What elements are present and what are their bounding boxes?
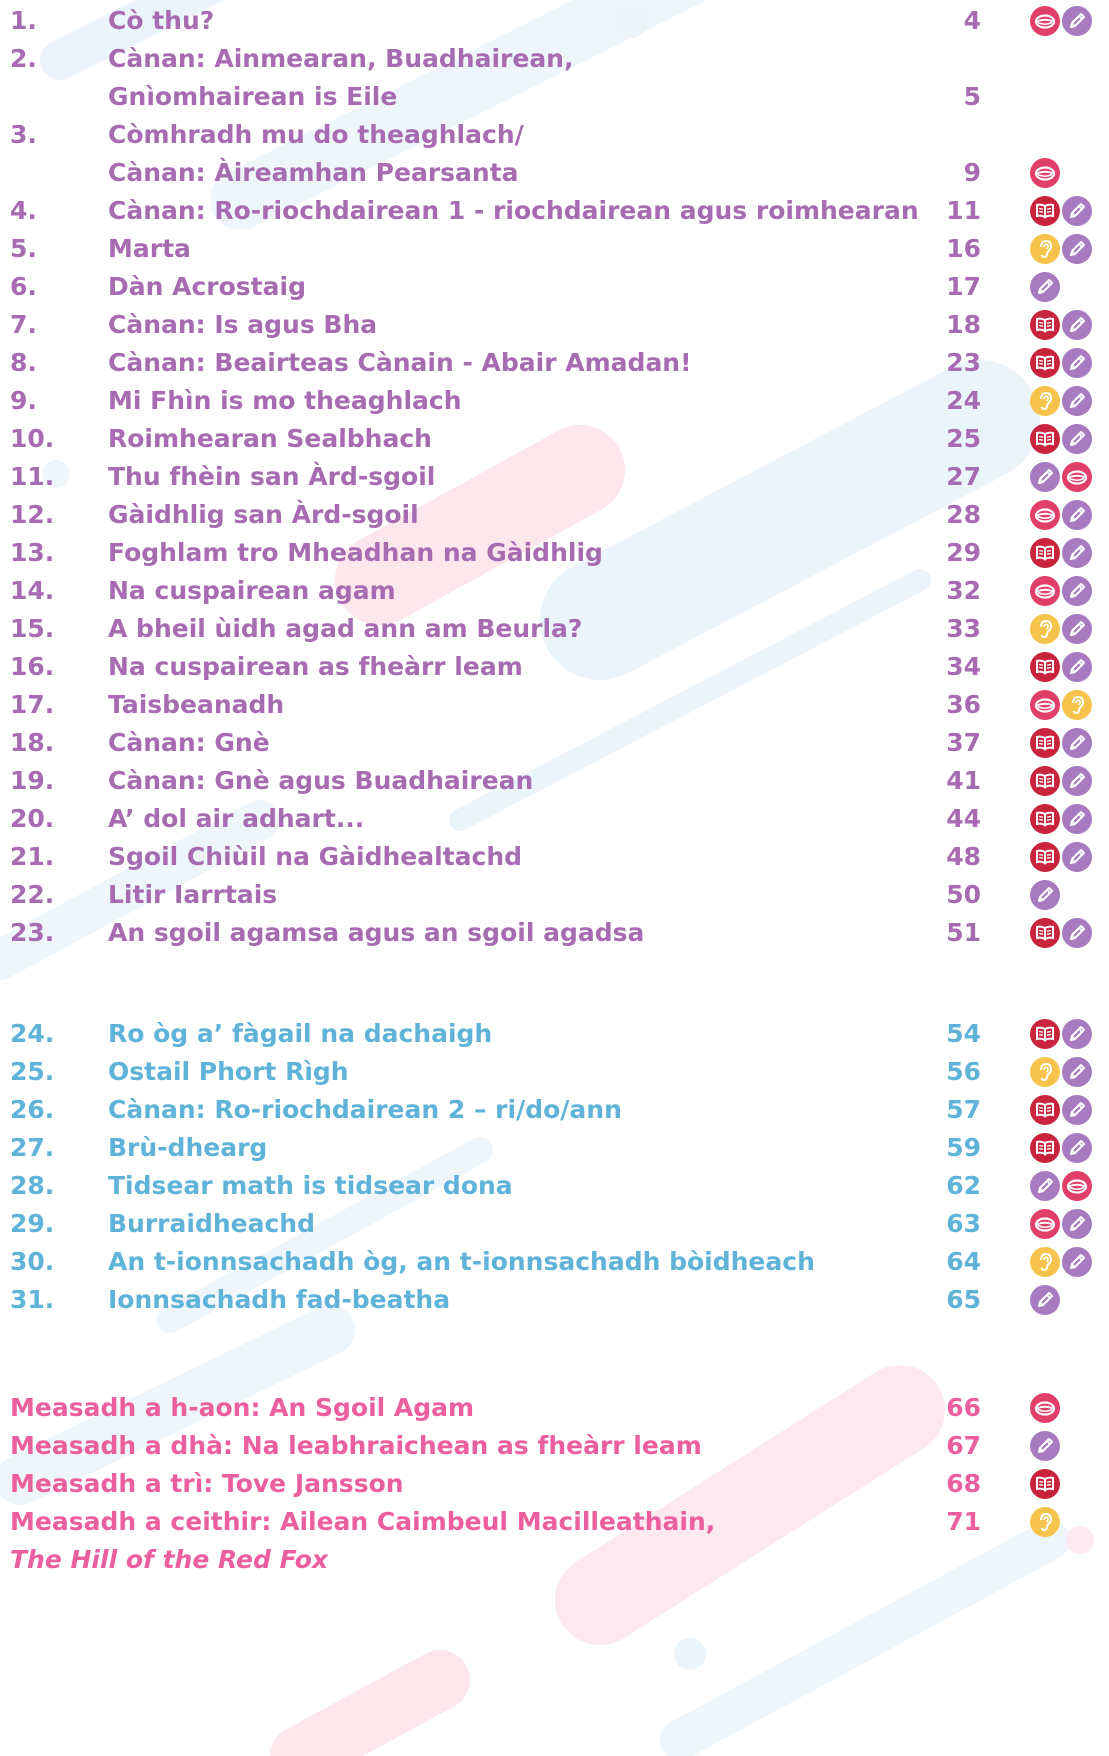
toc-entry (0, 914, 1109, 952)
entry-title-line: Taisbeanadh (108, 690, 285, 719)
entry-title-line: Marta (108, 234, 191, 263)
entry-number: 28. (10, 1171, 55, 1200)
toc-entry (0, 496, 1109, 534)
speaking-icon (1030, 576, 1060, 606)
writing-icon-glyph (1030, 880, 1060, 910)
toc-entry (0, 192, 1109, 230)
writing-icon-glyph (1030, 272, 1060, 302)
entry-page-number: 29 (946, 538, 981, 567)
toc-entry (0, 382, 1109, 420)
writing-icon-glyph (1062, 348, 1092, 378)
entry-number: 31. (10, 1285, 55, 1314)
entry-number: 17. (10, 690, 55, 719)
toc-entry (0, 572, 1109, 610)
writing-icon-glyph (1062, 804, 1092, 834)
entry-title-line: A’ dol air adhart... (108, 804, 365, 833)
speaking-icon-glyph (1062, 462, 1092, 492)
toc-entry (0, 268, 1109, 306)
reading-icon-glyph (1030, 310, 1060, 340)
assessment-entry (0, 1427, 1109, 1465)
reading-icon (1030, 804, 1060, 834)
entry-title (108, 648, 523, 686)
entry-number: 14. (10, 576, 55, 605)
speaking-icon-glyph (1030, 158, 1060, 188)
entry-page-number: 11 (946, 196, 981, 225)
entry-title-line: Brù-dhearg (108, 1133, 268, 1162)
writing-icon-glyph (1062, 766, 1092, 796)
entry-title (108, 382, 462, 420)
toc-entry (0, 876, 1109, 914)
reading-icon (1030, 766, 1060, 796)
writing-icon (1062, 196, 1092, 226)
entry-page-number: 25 (946, 424, 981, 453)
reading-icon (1030, 538, 1060, 568)
entry-title (108, 724, 270, 762)
entry-title (108, 2, 214, 40)
writing-icon (1062, 348, 1092, 378)
entry-title-line: Còmhradh mu do theaghlach/ (108, 120, 524, 149)
entry-title (108, 1015, 492, 1053)
toc-entry (0, 458, 1109, 496)
writing-icon (1062, 6, 1092, 36)
writing-icon (1062, 728, 1092, 758)
entry-number: 27. (10, 1133, 55, 1162)
toc-entry (0, 116, 1109, 192)
entry-number: 10. (10, 424, 55, 453)
entry-title (108, 1281, 450, 1319)
entry-number: 5. (10, 234, 37, 263)
toc-entry (0, 610, 1109, 648)
writing-icon-glyph (1062, 918, 1092, 948)
writing-icon (1062, 1247, 1092, 1277)
entry-page-number: 33 (946, 614, 981, 643)
writing-icon-glyph (1030, 1431, 1060, 1461)
writing-icon (1062, 424, 1092, 454)
writing-icon (1062, 1209, 1092, 1239)
entry-number: 16. (10, 652, 55, 681)
writing-icon-glyph (1062, 614, 1092, 644)
toc-entry (0, 1205, 1109, 1243)
entry-number: 7. (10, 310, 37, 339)
entry-page-number: 50 (946, 880, 981, 909)
entry-page-number: 68 (946, 1469, 981, 1498)
reading-icon (1030, 1133, 1060, 1163)
entry-title (108, 1129, 267, 1167)
writing-icon-glyph (1062, 386, 1092, 416)
entry-page-number: 28 (946, 500, 981, 529)
writing-icon-glyph (1062, 196, 1092, 226)
entry-title-line: Cànan: Is agus Bha (108, 310, 378, 339)
writing-icon (1062, 842, 1092, 872)
reading-icon (1030, 728, 1060, 758)
entry-title (108, 1091, 622, 1129)
listening-icon (1062, 690, 1092, 720)
reading-icon-glyph (1030, 766, 1060, 796)
entry-page-number: 59 (946, 1133, 981, 1162)
writing-icon-glyph (1062, 538, 1092, 568)
writing-icon (1062, 576, 1092, 606)
entry-title-line: Ionnsachadh fad-beatha (108, 1285, 451, 1314)
entry-number: 19. (10, 766, 55, 795)
entry-title-line: Litir Iarrtais (108, 880, 278, 909)
entry-title-line: Cànan: Ainmearan, Buadhairean, (108, 44, 574, 73)
writing-icon-glyph (1062, 1133, 1092, 1163)
speaking-icon (1062, 1171, 1092, 1201)
listening-icon-glyph (1030, 1247, 1060, 1277)
reading-icon (1030, 842, 1060, 872)
writing-icon-glyph (1062, 1095, 1092, 1125)
entry-title-line: Ro òg a’ fàgail na dachaigh (108, 1019, 493, 1048)
entry-title (108, 572, 396, 610)
entry-title-line: Gnìomhairean is Eile (108, 82, 398, 111)
reading-icon (1030, 310, 1060, 340)
speaking-icon (1030, 1393, 1060, 1423)
entry-page-number: 71 (946, 1507, 981, 1536)
reading-icon-glyph (1030, 538, 1060, 568)
writing-icon (1062, 918, 1092, 948)
toc-entry (0, 1129, 1109, 1167)
toc-entry (0, 1281, 1109, 1319)
entry-title-line: Foghlam tro Mheadhan na Gàidhlig (108, 538, 603, 567)
reading-icon (1030, 424, 1060, 454)
entry-page-number: 16 (946, 234, 981, 263)
writing-icon-glyph (1062, 1209, 1092, 1239)
writing-icon (1062, 1057, 1092, 1087)
entry-number: 3. (10, 120, 37, 149)
writing-icon-glyph (1062, 576, 1092, 606)
entry-title (108, 838, 522, 876)
entry-number: 25. (10, 1057, 55, 1086)
speaking-icon (1030, 1209, 1060, 1239)
entry-number: 8. (10, 348, 37, 377)
entry-page-number: 62 (946, 1171, 981, 1200)
entry-page-number: 4 (963, 6, 981, 35)
assessment-title (10, 1389, 474, 1427)
entry-title-line: An sgoil agamsa agus an sgoil agadsa (108, 918, 645, 947)
entry-title (108, 800, 364, 838)
listening-icon (1030, 386, 1060, 416)
assessment-title (10, 1465, 404, 1503)
entry-page-number: 67 (946, 1431, 981, 1460)
writing-icon-glyph (1062, 424, 1092, 454)
entry-title (108, 610, 582, 648)
writing-icon (1062, 652, 1092, 682)
assessment-title-line: Measadh a ceithir: Ailean Caimbeul Macilleathain, (10, 1507, 716, 1536)
entry-title-line: Cò thu? (108, 6, 215, 35)
assessment-subtitle: The Hill of the Red Fox (10, 1545, 329, 1574)
speaking-icon-glyph (1030, 1209, 1060, 1239)
entry-number: 21. (10, 842, 55, 871)
entry-page-number: 32 (946, 576, 981, 605)
entry-title-line: An t-ionnsachadh òg, an t-ionnsachadh bòidheach (108, 1247, 815, 1276)
entry-number: 13. (10, 538, 55, 567)
writing-icon (1062, 1095, 1092, 1125)
writing-icon-glyph (1062, 6, 1092, 36)
writing-icon-glyph (1062, 310, 1092, 340)
toc-entry (0, 686, 1109, 724)
reading-icon-glyph (1030, 1469, 1060, 1499)
entry-number: 11. (10, 462, 55, 491)
entry-title-line: Sgoil Chiùil na Gàidhealtachd (108, 842, 523, 871)
entry-number: 2. (10, 44, 37, 73)
listening-icon-glyph (1062, 690, 1092, 720)
writing-icon-glyph (1062, 1019, 1092, 1049)
entry-page-number: 65 (946, 1285, 981, 1314)
speaking-icon (1030, 690, 1060, 720)
entry-number: 12. (10, 500, 55, 529)
entry-title (108, 306, 377, 344)
assessment-title (10, 1503, 715, 1579)
writing-icon (1030, 1171, 1060, 1201)
toc-entry (0, 40, 1109, 116)
reading-icon (1030, 1095, 1060, 1125)
listening-icon-glyph (1030, 1507, 1060, 1537)
toc-entry (0, 1167, 1109, 1205)
toc-entry (0, 838, 1109, 876)
entry-page-number: 54 (946, 1019, 981, 1048)
writing-icon-glyph (1062, 652, 1092, 682)
entry-page-number: 48 (946, 842, 981, 871)
writing-icon-glyph (1062, 500, 1092, 530)
speaking-icon (1062, 462, 1092, 492)
entry-title-line: Cànan: Gnè agus Buadhairean (108, 766, 534, 795)
entry-title-line: Cànan: Àireamhan Pearsanta (108, 158, 519, 187)
speaking-icon (1030, 500, 1060, 530)
entry-number: 4. (10, 196, 37, 225)
entry-title-line: Cànan: Ro-riochdairean 1 - riochdairean agus roimhearan (108, 196, 919, 225)
entry-number: 18. (10, 728, 55, 757)
writing-icon-glyph (1062, 842, 1092, 872)
reading-icon (1030, 1469, 1060, 1499)
entry-page-number: 5 (963, 82, 981, 111)
assessment-title-line: Measadh a trì: Tove Jansson (10, 1469, 404, 1498)
entry-title (108, 116, 524, 192)
entry-title-line: Dàn Acrostaig (108, 272, 306, 301)
reading-icon-glyph (1030, 652, 1060, 682)
toc-entry (0, 344, 1109, 382)
reading-icon-glyph (1030, 842, 1060, 872)
entry-number: 9. (10, 386, 37, 415)
toc-entry (0, 1243, 1109, 1281)
entry-title-line: Gàidhlig san Àrd-sgoil (108, 500, 419, 529)
listening-icon-glyph (1030, 386, 1060, 416)
assessment-entry (0, 1503, 1109, 1579)
entry-number: 24. (10, 1019, 55, 1048)
entry-title (108, 230, 191, 268)
entry-page-number: 17 (946, 272, 981, 301)
toc-entry (0, 724, 1109, 762)
listening-icon (1030, 614, 1060, 644)
reading-icon (1030, 348, 1060, 378)
toc-entry (0, 648, 1109, 686)
entry-title-line: Cànan: Ro-riochdairean 2 – ri/do/ann (108, 1095, 622, 1124)
entry-page-number: 24 (946, 386, 981, 415)
toc-entry (0, 534, 1109, 572)
writing-icon (1062, 386, 1092, 416)
reading-icon-glyph (1030, 728, 1060, 758)
entry-title (108, 534, 603, 572)
entry-title (108, 1243, 815, 1281)
toc-entry (0, 762, 1109, 800)
listening-icon (1030, 1057, 1060, 1087)
entry-title (108, 192, 919, 230)
speaking-icon-glyph (1030, 1393, 1060, 1423)
listening-icon-glyph (1030, 1057, 1060, 1087)
reading-icon-glyph (1030, 918, 1060, 948)
listening-icon-glyph (1030, 614, 1060, 644)
entry-title-line: Na cuspairean as fheàrr leam (108, 652, 523, 681)
writing-icon-glyph (1030, 1171, 1060, 1201)
entry-title (108, 686, 284, 724)
assessment-entry (0, 1465, 1109, 1503)
assessment-title-line: Measadh a dhà: Na leabhraichean as fheàrr leam (10, 1431, 702, 1460)
reading-icon-glyph (1030, 348, 1060, 378)
writing-icon (1030, 272, 1060, 302)
reading-icon (1030, 196, 1060, 226)
entry-title-line: Na cuspairean agam (108, 576, 396, 605)
entry-title (108, 40, 573, 116)
reading-icon-glyph (1030, 196, 1060, 226)
writing-icon (1030, 880, 1060, 910)
assessment-entry (0, 1389, 1109, 1427)
entry-page-number: 9 (963, 158, 981, 187)
entry-title (108, 458, 435, 496)
entry-number: 6. (10, 272, 37, 301)
writing-icon (1062, 234, 1092, 264)
entry-page-number: 64 (946, 1247, 981, 1276)
writing-icon (1030, 1431, 1060, 1461)
writing-icon (1062, 1133, 1092, 1163)
speaking-icon-glyph (1030, 6, 1060, 36)
listening-icon-glyph (1030, 234, 1060, 264)
entry-title-line: Burraidheachd (108, 1209, 315, 1238)
writing-icon-glyph (1062, 234, 1092, 264)
entry-page-number: 37 (946, 728, 981, 757)
entry-number: 29. (10, 1209, 55, 1238)
toc-entry (0, 1053, 1109, 1091)
reading-icon (1030, 918, 1060, 948)
entry-number: 30. (10, 1247, 55, 1276)
entry-page-number: 41 (946, 766, 981, 795)
entry-number: 22. (10, 880, 55, 909)
reading-icon-glyph (1030, 1133, 1060, 1163)
speaking-icon (1030, 6, 1060, 36)
entry-number: 23. (10, 918, 55, 947)
writing-icon (1062, 766, 1092, 796)
entry-number: 20. (10, 804, 55, 833)
entry-title (108, 1167, 513, 1205)
entry-title (108, 496, 419, 534)
toc-entry (0, 306, 1109, 344)
entry-title (108, 1205, 315, 1243)
entry-page-number: 23 (946, 348, 981, 377)
entry-page-number: 34 (946, 652, 981, 681)
writing-icon-glyph (1030, 462, 1060, 492)
entry-page-number: 27 (946, 462, 981, 491)
entry-page-number: 63 (946, 1209, 981, 1238)
entry-number: 1. (10, 6, 37, 35)
writing-icon (1062, 310, 1092, 340)
assessment-title-line: Measadh a h-aon: An Sgoil Agam (10, 1393, 475, 1422)
writing-icon-glyph (1062, 728, 1092, 758)
entry-page-number: 57 (946, 1095, 981, 1124)
entry-title (108, 876, 277, 914)
entry-title-line: Roimhearan Sealbhach (108, 424, 432, 453)
entry-title-line: Tidsear math is tidsear dona (108, 1171, 513, 1200)
speaking-icon-glyph (1030, 500, 1060, 530)
entry-title-line: Cànan: Gnè (108, 728, 270, 757)
toc-entry (0, 420, 1109, 458)
writing-icon-glyph (1030, 1285, 1060, 1315)
reading-icon (1030, 652, 1060, 682)
reading-icon-glyph (1030, 424, 1060, 454)
entry-page-number: 51 (946, 918, 981, 947)
speaking-icon (1030, 158, 1060, 188)
listening-icon (1030, 234, 1060, 264)
listening-icon (1030, 1507, 1060, 1537)
entry-number: 26. (10, 1095, 55, 1124)
writing-icon (1030, 1285, 1060, 1315)
entry-title-line: Thu fhèin san Àrd-sgoil (108, 462, 436, 491)
entry-title (108, 1053, 349, 1091)
writing-icon (1062, 804, 1092, 834)
entry-title-line: Mi Fhìn is mo theaghlach (108, 386, 462, 415)
entry-title (108, 268, 306, 306)
writing-icon (1062, 614, 1092, 644)
speaking-icon-glyph (1030, 576, 1060, 606)
entry-title (108, 914, 644, 952)
toc-entry (0, 230, 1109, 268)
listening-icon (1030, 1247, 1060, 1277)
entry-page-number: 56 (946, 1057, 981, 1086)
entry-page-number: 36 (946, 690, 981, 719)
toc-entry (0, 2, 1109, 40)
toc-entry (0, 800, 1109, 838)
entry-page-number: 18 (946, 310, 981, 339)
entry-number: 15. (10, 614, 55, 643)
reading-icon (1030, 1019, 1060, 1049)
writing-icon-glyph (1062, 1057, 1092, 1087)
entry-title (108, 762, 533, 800)
writing-icon (1062, 1019, 1092, 1049)
reading-icon-glyph (1030, 1019, 1060, 1049)
toc-entry (0, 1091, 1109, 1129)
reading-icon-glyph (1030, 804, 1060, 834)
entry-page-number: 66 (946, 1393, 981, 1422)
speaking-icon-glyph (1062, 1171, 1092, 1201)
toc-entry (0, 1015, 1109, 1053)
entry-title-line: Cànan: Beairteas Cànain - Abair Amadan! (108, 348, 692, 377)
entry-title-line: A bheil ùidh agad ann am Beurla? (108, 614, 583, 643)
writing-icon-glyph (1062, 1247, 1092, 1277)
writing-icon (1062, 500, 1092, 530)
speaking-icon-glyph (1030, 690, 1060, 720)
assessment-title (10, 1427, 702, 1465)
entry-title-line: Ostail Phort Rìgh (108, 1057, 349, 1086)
reading-icon-glyph (1030, 1095, 1060, 1125)
entry-page-number: 44 (946, 804, 981, 833)
entry-title (108, 420, 432, 458)
entry-title (108, 344, 692, 382)
writing-icon (1062, 538, 1092, 568)
writing-icon (1030, 462, 1060, 492)
